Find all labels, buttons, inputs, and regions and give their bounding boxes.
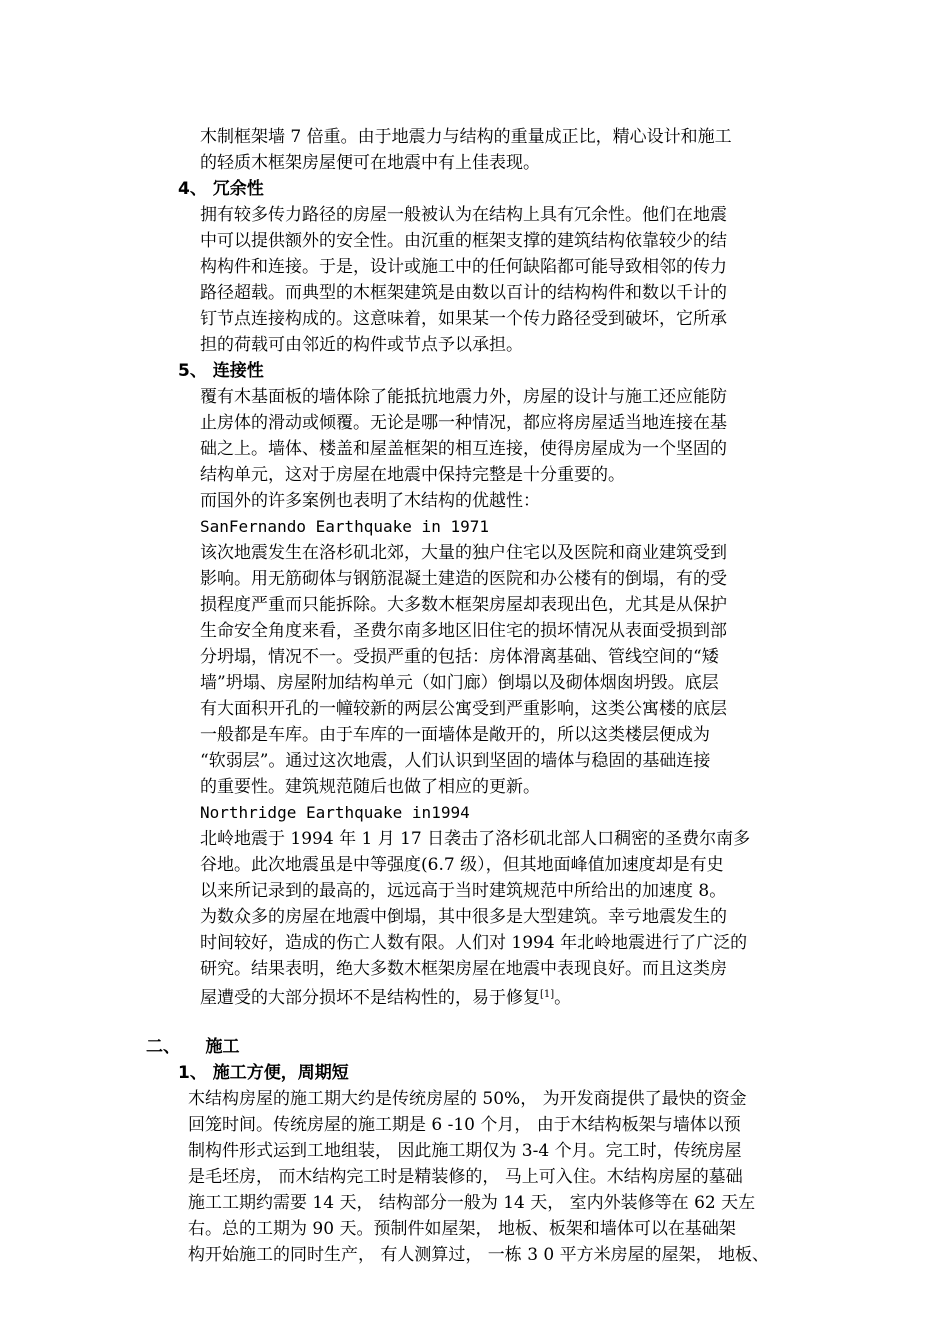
text-line: 拥有较多传力路径的房屋一般被认为在结构上具有冗余性。他们在地震 [200, 205, 727, 225]
text-line: 影响。用无筋砌体与钢筋混凝土建造的医院和办公楼有的倒塌，有的受 [200, 569, 727, 589]
text-line: 而国外的许多案例也表明了木结构的优越性： [200, 491, 540, 511]
citation-ref: [1] [540, 989, 555, 1000]
text-line: 止房体的滑动或倾覆。无论是哪一种情况，都应将房屋适当地连接在基 [200, 413, 727, 433]
text-line: 时间较好，造成的伤亡人数有限。人们对 1994 年北岭地震进行了广泛的 [200, 933, 748, 953]
text-line: 为数众多的房屋在地震中倒塌，其中很多是大型建筑。幸亏地震发生的 [200, 907, 727, 927]
text-line: 谷地。此次地震虽是中等强度(6.7 级），但其地面峰值加速度却是有史 [200, 855, 724, 875]
text-line: 中可以提供额外的安全性。由沉重的框架支撑的建筑结构依靠较少的结 [200, 231, 727, 251]
text-line: 的重要性。建筑规范随后也做了相应的更新。 [200, 777, 540, 797]
text-line: 构构件和连接。于是，设计或施工中的任何缺陷都可能导致相邻的传力 [200, 257, 727, 277]
text-line: 制构件形式运到工地组装， 因此施工期仅为 3-4 个月。完工时，传统房屋 [188, 1141, 742, 1161]
case-title-san-fernando: SanFernando Earthquake in 1971 [200, 517, 489, 536]
text-line: 覆有木基面板的墙体除了能抵抗地震力外，房屋的设计与施工还应能防 [200, 387, 727, 407]
text-line: 该次地震发生在洛杉矶北郊，大量的独户住宅以及医院和商业建筑受到 [200, 543, 727, 563]
text-line: 木制框架墙 7 倍重。由于地震力与结构的重量成正比，精心设计和施工 [200, 127, 732, 147]
heading-connectivity: 5、 连接性 [178, 361, 264, 381]
text-line: “软弱层”。通过这次地震，人们认识到坚固的墙体与稳固的基础连接 [200, 751, 711, 771]
text-line [200, 984, 571, 1009]
text-line: 结构单元，这对于房屋在地震中保持完整是十分重要的。 [200, 465, 625, 485]
text-line: 以来所记录到的最高的，远远高于当时建筑规范中所给出的加速度 8。 [200, 881, 727, 901]
heading-convenient-construction: 1、 施工方便，周期短 [178, 1063, 349, 1083]
text-line: 木结构房屋的施工期大约是传统房屋的 50%， 为开发商提供了最快的资金 [188, 1089, 747, 1109]
text-line: 墙”坍塌、房屋附加结构单元（如门廊）倒塌以及砌体烟囱坍毁。底层 [200, 673, 719, 693]
text-line: 施工工期约需要 14 天， 结构部分一般为 14 天， 室内外装修等在 62 天左 [188, 1193, 756, 1213]
text-line-end: 。 [554, 988, 572, 1008]
text-line: 路径超载。而典型的木框架建筑是由数以百计的结构构件和数以千计的 [200, 283, 727, 303]
text-line: 担的荷载可由邻近的构件或节点予以承担。 [200, 335, 523, 355]
heading-redundancy: 4、 冗余性 [178, 179, 264, 199]
text-line: 有大面积开孔的一幢较新的两层公寓受到严重影响，这类公寓楼的底层 [200, 699, 727, 719]
text-line: 钉节点连接构成的。这意味着，如果某一个传力路径受到破坏，它所承 [200, 309, 727, 329]
text-line: 研究。结果表明，绝大多数木框架房屋在地震中表现良好。而且这类房 [200, 959, 727, 979]
text-line: 右。总的工期为 90 天。预制件如屋架， 地板、板架和墙体可以在基础架 [188, 1219, 736, 1239]
text-line: 一般都是车库。由于车库的一面墙体是敞开的，所以这类楼层便成为 [200, 725, 710, 745]
text-line: 础之上。墙体、楼盖和屋盖框架的相互连接，使得房屋成为一个坚固的 [200, 439, 727, 459]
text-line: 生命安全角度来看，圣费尔南多地区旧住宅的损坏情况从表面受损到部 [200, 621, 727, 641]
text-line: 北岭地震于 1994 年 1 月 17 日袭击了洛杉矶北部人口稠密的圣费尔南多 [200, 829, 751, 849]
text-line: 的轻质木框架房屋便可在地震中有上佳表现。 [200, 153, 540, 173]
text-line-body: 屋遭受的大部分损坏不是结构性的，易于修复 [200, 988, 540, 1008]
text-line: 回笼时间。传统房屋的施工期是 6 -10 个月， 由于木结构板架与墙体以预 [188, 1115, 741, 1135]
text-line: 构开始施工的同时生产， 有人测算过， 一栋 3 0 平方米房屋的屋架， 地板、 [188, 1245, 770, 1265]
text-line: 损程度严重而只能拆除。大多数木框架房屋却表现出色，尤其是从保护 [200, 595, 727, 615]
section-heading-construction: 二、 施工 [146, 1037, 240, 1057]
case-title-northridge: Northridge Earthquake in1994 [200, 803, 470, 822]
text-line: 分坍塌，情况不一。受损严重的包括：房体滑离基础、管线空间的“矮 [200, 647, 719, 667]
text-line: 是毛坯房， 而木结构完工时是精装修的， 马上可入住。木结构房屋的墓础 [188, 1167, 743, 1187]
